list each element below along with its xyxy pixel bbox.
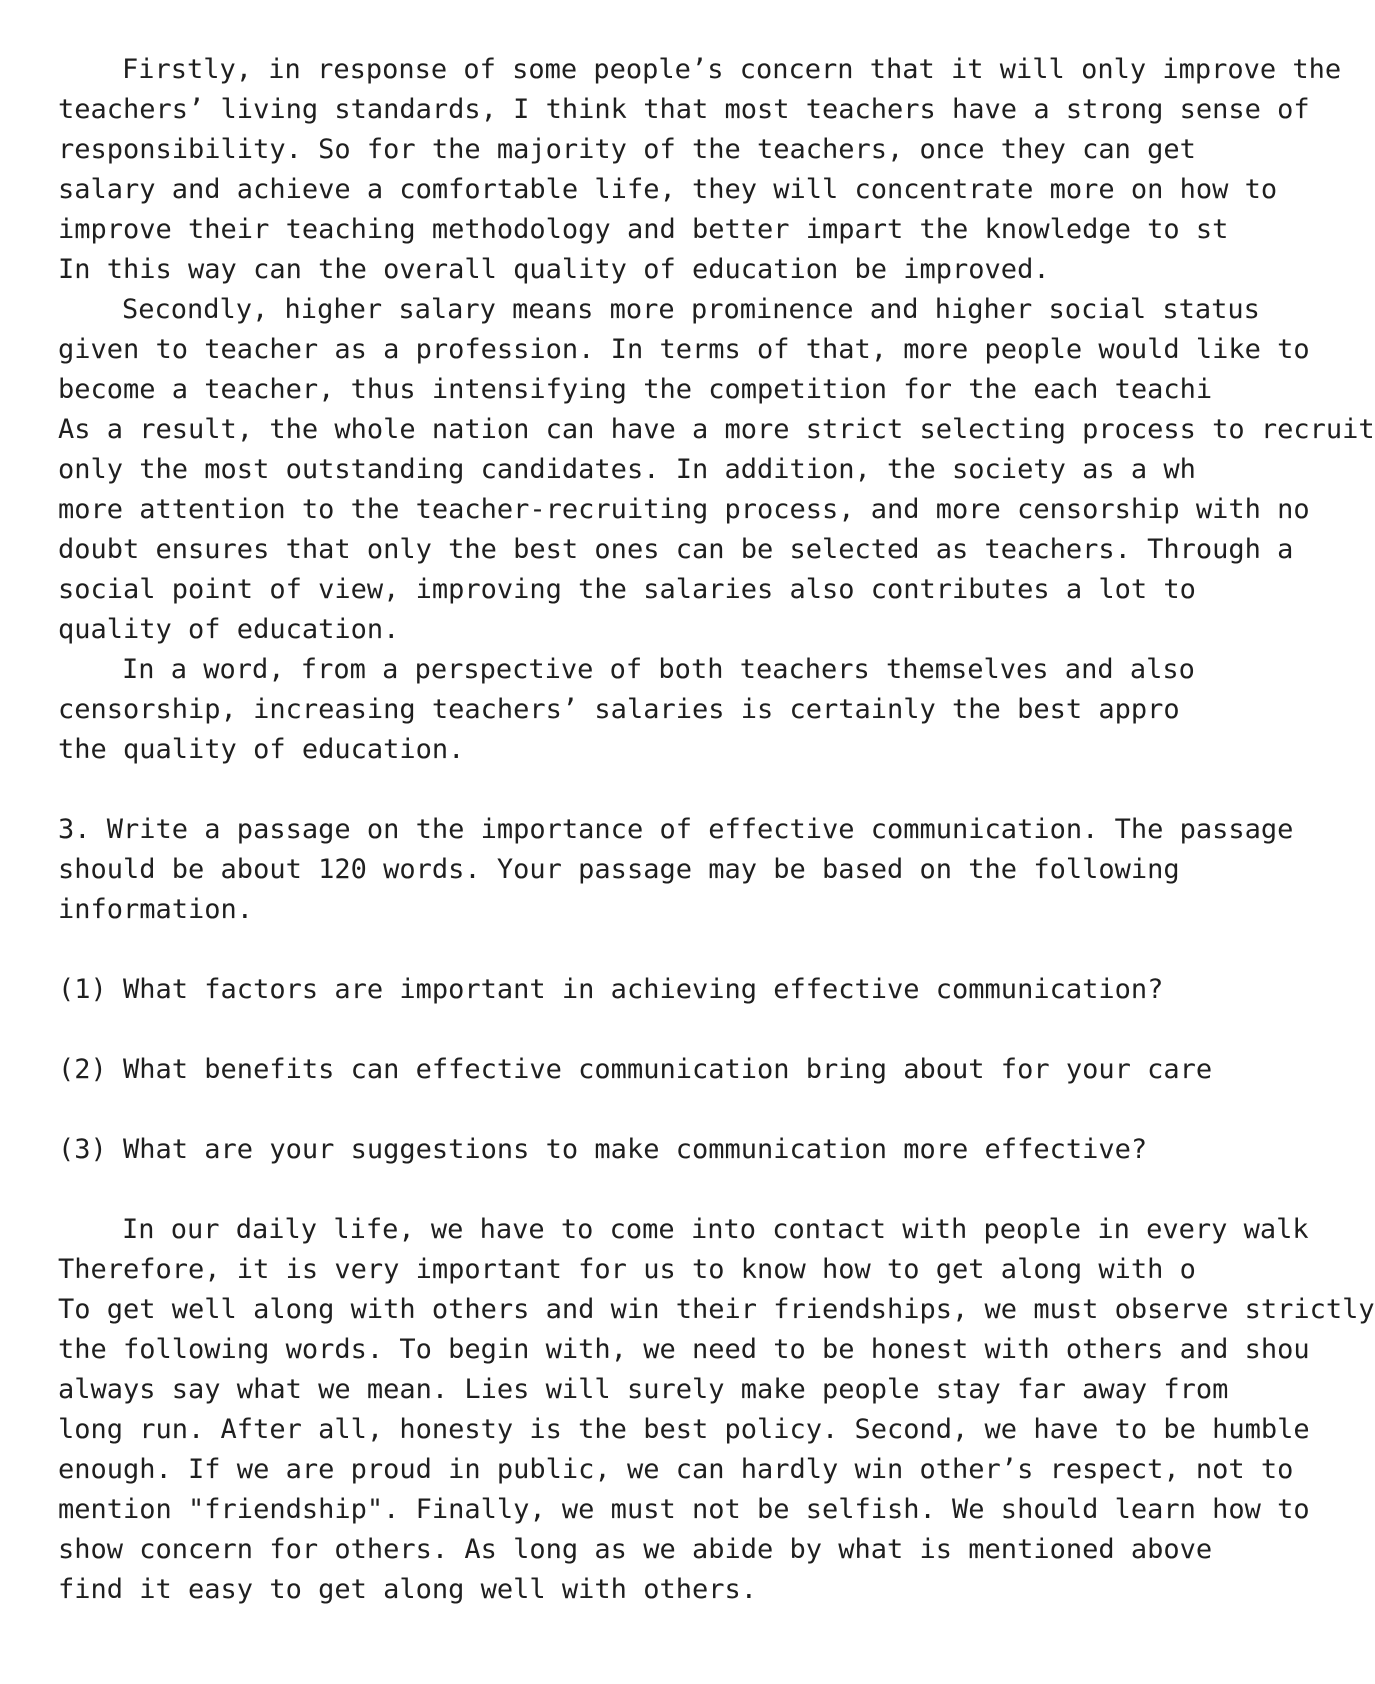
answer-line: find it easy to get along well with others. bbox=[58, 1574, 757, 1605]
essay-line: Secondly, higher salary means more prominence and higher social status bbox=[122, 294, 1260, 325]
answer-section bbox=[58, 1210, 1375, 1610]
essay-line: teachers’ living standards, I think that most teachers have a strong sense of bbox=[58, 94, 1310, 125]
essay-line: given to teacher as a profession. In terms of that, more people would like to bbox=[58, 334, 1310, 365]
essay-line: only the most outstanding candidates. In addition, the society as a wh bbox=[58, 454, 1196, 485]
answer-line: always say what we mean. Lies will surely make people stay far away from bbox=[58, 1374, 1229, 1405]
answer-line: the following words. To begin with, we need to be honest with others and shou bbox=[58, 1334, 1310, 1365]
question-item: (2) What benefits can effective communication bring about for your care bbox=[58, 1054, 1213, 1085]
spacer bbox=[58, 770, 1191, 810]
essay-line: Firstly, in response of some people’s concern that it will only improve the bbox=[122, 54, 1342, 85]
spacer bbox=[58, 930, 1191, 970]
spacer bbox=[58, 1010, 1191, 1050]
document-page bbox=[58, 50, 1375, 1610]
answer-line: enough. If we are proud in public, we can hardly win other’s respect, not to bbox=[58, 1454, 1294, 1485]
essay-line: social point of view, improving the salaries also contributes a lot to bbox=[58, 574, 1196, 605]
answer-line: In our daily life, we have to come into contact with people in every walk bbox=[122, 1214, 1309, 1245]
essay-line: doubt ensures that only the best ones can be selected as teachers. Through a bbox=[58, 534, 1294, 565]
question-prompt-line: 3. Write a passage on the importance of effective communication. The passage bbox=[58, 814, 1294, 845]
answer-line: mention "friendship". Finally, we must not be selfish. We should learn how to bbox=[58, 1494, 1310, 1525]
question-item: (3) What are your suggestions to make communication more effective? bbox=[58, 1134, 1148, 1165]
essay-line: improve their teaching methodology and better impart the knowledge to st bbox=[58, 214, 1229, 245]
question-item: (1) What factors are important in achieving effective communication? bbox=[58, 974, 1164, 1005]
essay-line: censorship, increasing teachers’ salaries is certainly the best appro bbox=[58, 694, 1180, 725]
essay-line: In this way can the overall quality of education be improved. bbox=[58, 254, 1050, 285]
essay-line: the quality of education. bbox=[58, 734, 465, 765]
answer-line: show concern for others. As long as we abide by what is mentioned above bbox=[58, 1534, 1213, 1565]
essay-section bbox=[58, 50, 1375, 770]
essay-line: responsibility. So for the majority of the teachers, once they can get bbox=[58, 134, 1196, 165]
essay-line: In a word, from a perspective of both teachers themselves and also bbox=[122, 654, 1195, 685]
essay-line: more attention to the teacher-recruiting process, and more censorship with no bbox=[58, 494, 1310, 525]
question-section bbox=[58, 810, 1294, 1170]
spacer bbox=[58, 1090, 1191, 1130]
answer-line: Therefore, it is very important for us to know how to get along with o bbox=[58, 1254, 1196, 1285]
essay-line: become a teacher, thus intensifying the competition for the each teachi bbox=[58, 374, 1213, 405]
answer-line: long run. After all, honesty is the best policy. Second, we have to be humble bbox=[58, 1414, 1310, 1445]
question-prompt-line: should be about 120 words. Your passage may be based on the following bbox=[58, 854, 1180, 885]
spacer bbox=[58, 1170, 1191, 1210]
answer-line: To get well along with others and win their friendships, we must observe strictly bbox=[58, 1294, 1375, 1325]
essay-line: As a result, the whole nation can have a more strict selecting process to recruit bbox=[58, 414, 1375, 445]
question-prompt-line: information. bbox=[58, 894, 254, 925]
essay-line: salary and achieve a comfortable life, they will concentrate more on how to bbox=[58, 174, 1278, 205]
essay-line: quality of education. bbox=[58, 614, 400, 645]
